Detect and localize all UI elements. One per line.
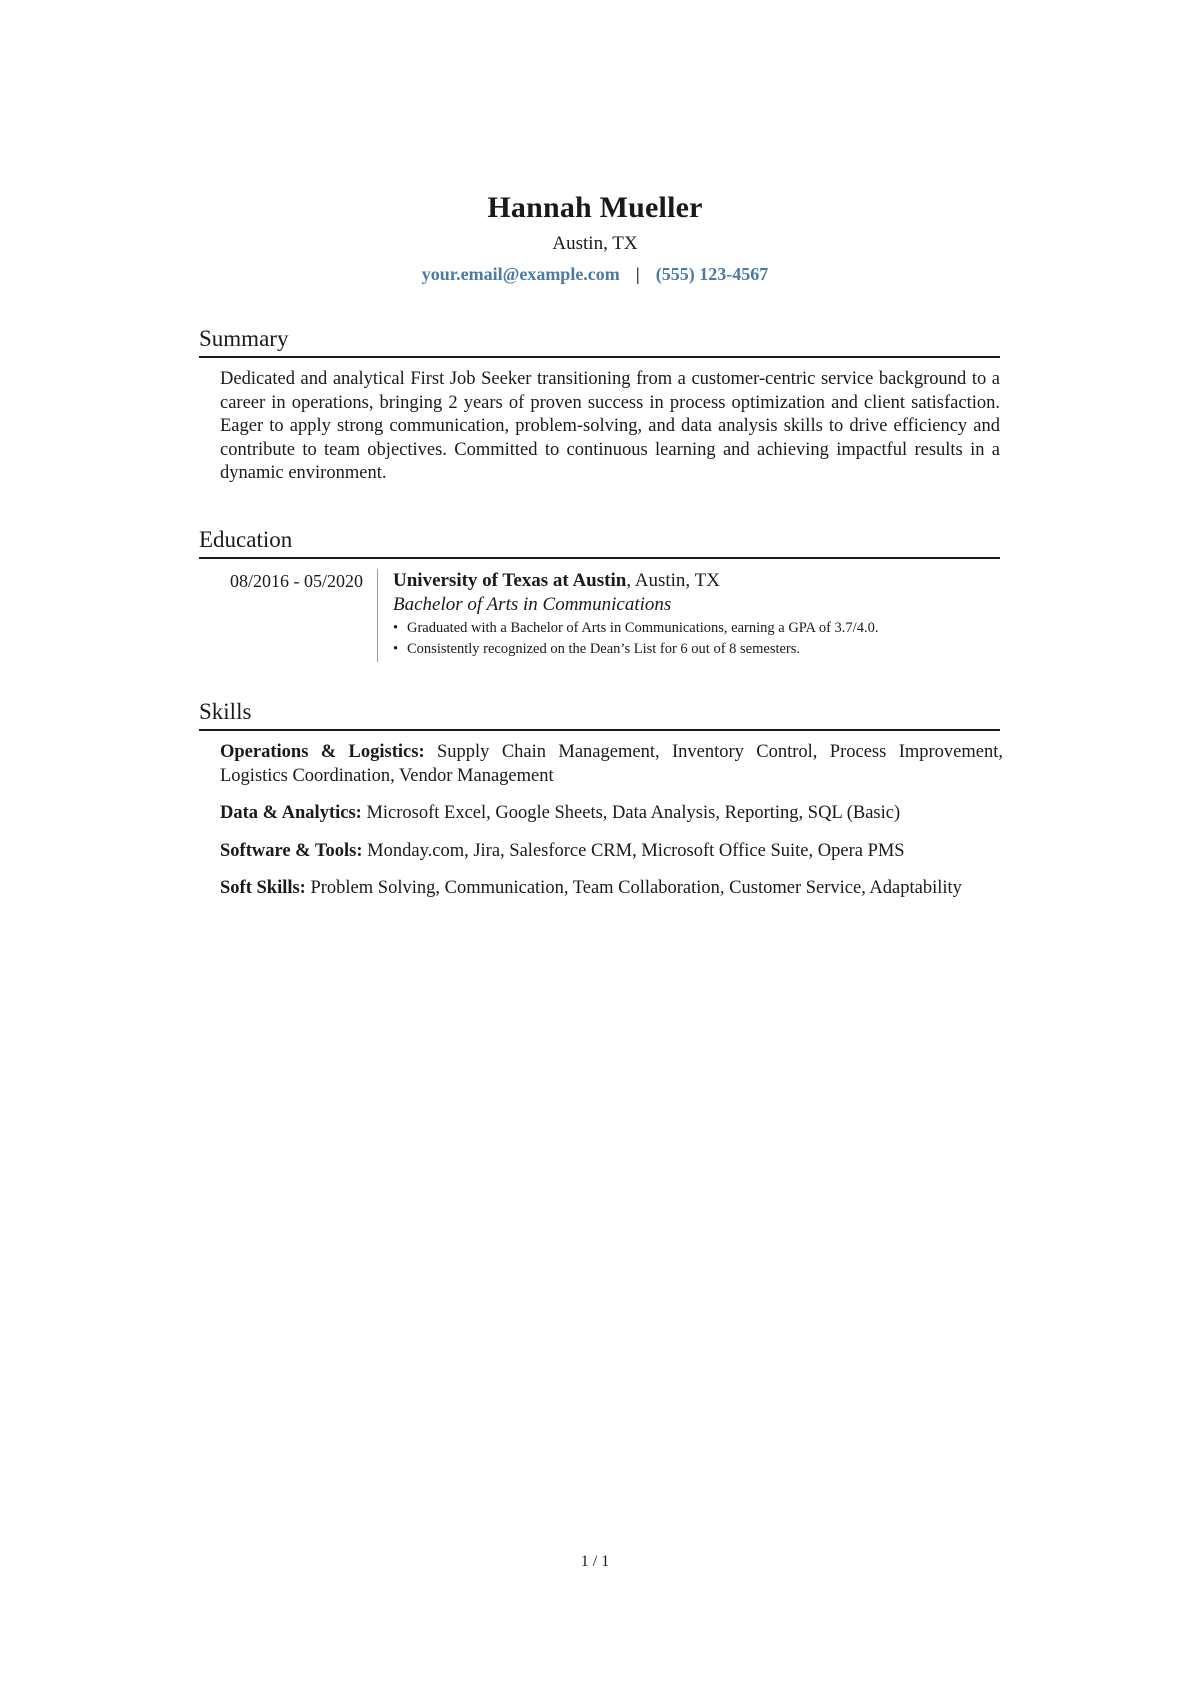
bullet-text: Consistently recognized on the Dean’s List for 6 out of 8 semesters. — [407, 641, 801, 657]
degree-title: Bachelor of Arts in Communications — [393, 594, 672, 615]
skill-category — [220, 802, 1003, 826]
skill-category-values: Monday.com, Jira, Salesforce CRM, Microsoft Office Suite, Opera PMS — [362, 840, 905, 861]
education-entry — [199, 569, 1000, 662]
bullet-text: Graduated with a Bachelor of Arts in Communications, earning a GPA of 3.7/4.0. — [407, 620, 879, 636]
skill-category — [220, 741, 1003, 788]
skill-category-values: Supply Chain Management, Inventory Control, Process Improvement, Logistics Coordination, Vendor Management — [220, 742, 1003, 786]
skills-list — [199, 741, 1003, 901]
skill-category — [220, 840, 1003, 864]
page-number: 1 / 1 — [580, 1553, 610, 1570]
institution-location: , Austin, TX — [626, 570, 720, 591]
contact-separator: | — [635, 264, 640, 284]
institution-name: University of Texas at Austin — [393, 570, 627, 591]
education-details — [377, 569, 1000, 662]
skills-section — [199, 698, 1003, 901]
skill-category-label: Soft Skills: — [220, 878, 306, 898]
skills-heading: Skills — [199, 698, 1000, 731]
skill-category-label: Data & Analytics: — [220, 803, 362, 823]
education-section — [199, 526, 1000, 662]
skill-category — [220, 877, 1003, 901]
list-item — [393, 639, 1000, 660]
candidate-location: Austin, TX — [552, 233, 638, 254]
list-item — [393, 618, 1000, 639]
skill-category-label: Operations & Logistics: — [220, 742, 425, 762]
bullet-icon: • — [393, 620, 399, 636]
candidate-name: Hannah Mueller — [487, 191, 703, 224]
email-link[interactable]: your.email@example.com — [421, 264, 620, 284]
bullet-icon: • — [393, 641, 399, 657]
summary-heading: Summary — [199, 325, 1000, 358]
education-dates: 08/2016 - 05/2020 — [230, 571, 363, 591]
skill-category-label: Software & Tools: — [220, 840, 363, 861]
skill-category-values: Microsoft Excel, Google Sheets, Data Analysis, Reporting, SQL (Basic) — [361, 803, 901, 823]
phone-link[interactable]: (555) 123-4567 — [655, 264, 769, 284]
education-institution-line — [393, 569, 1000, 593]
skill-category-values: Problem Solving, Communication, Team Collaboration, Customer Service, Adaptability — [305, 878, 962, 898]
resume-header — [0, 190, 1190, 286]
summary-text: Dedicated and analytical First Job Seeker transitioning from a customer-centric service background to a career in operations, bringing 2 years of proven success in process optimization and client satisfaction. Eager to apply strong communication, problem-solving, and data analysis skills to drive efficiency and contribute to team objectives. Committed to continuous learning and achieving impactful results in a dynamic environment. — [220, 369, 1000, 483]
summary-section — [199, 325, 1000, 486]
education-heading: Education — [199, 526, 1000, 559]
contact-line — [0, 262, 1190, 286]
education-bullets — [393, 618, 1000, 660]
